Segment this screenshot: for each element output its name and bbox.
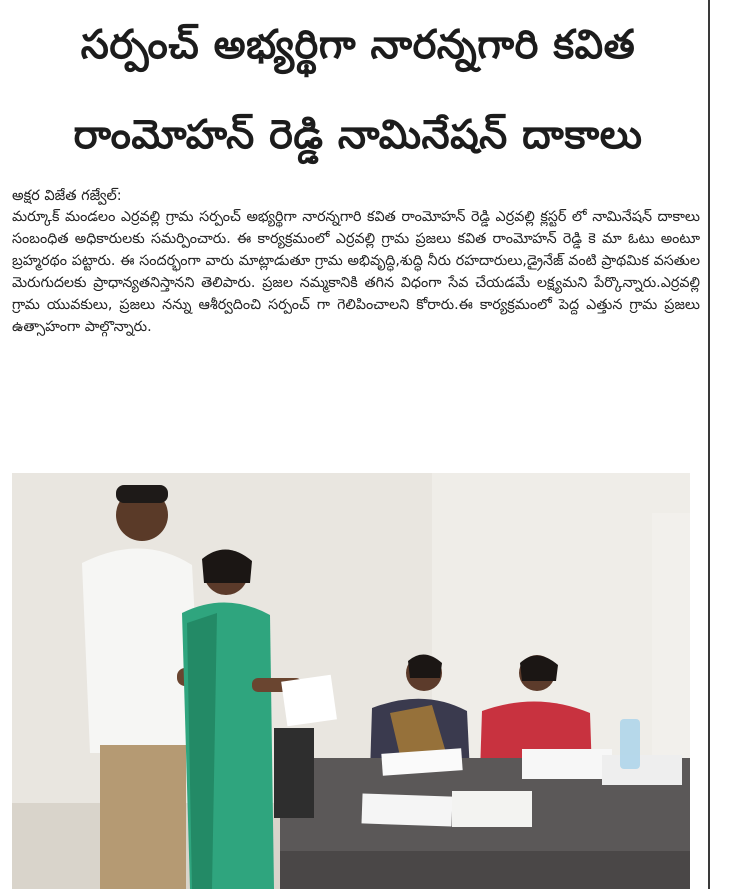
nomination-paper (281, 675, 337, 727)
headline-line-1: సర్పంచ్ అభ్యర్థిగా నారన్నగారి కవిత (80, 22, 636, 68)
photo-door (652, 513, 690, 773)
news-photo (12, 473, 690, 889)
chair (274, 728, 314, 818)
byline: అక్షర విజేత గజ్వేల్: (12, 188, 122, 204)
column-rule (708, 0, 710, 889)
nomination-photo-illustration (12, 473, 690, 889)
article-body: మర్కూక్ మండలం ఎర్రవల్లి గ్రామ సర్పంచ్ అభ్యర్థిగా నారన్నగారి కవిత రాంమోహన్ రెడ్డి ఎర్రవల్లి క్లస్టర్ లో నామినేషన్ దాకాలు సంబంధిత అధికారులకు సమర్పించారు. ఈ కార్యక్రమంలో ఎర్రవల్లి గ్రామ ప్రజలు కవిత రాంమోహన్ రెడ్డి కె మా ఓటు అంటూ బ్రహ్మరథం పట్టారు. ఈ సందర్భంగా వారు మాట్లాడుతూ గ్రామ అభివృద్ధి,శుద్ధి నీరు రహదారులు,డ్రైనేజ్ వంటి ప్రాథమిక వసతుల మెరుగుదలకు ప్రాధాన్యతనిస్తానని తెలిపారు. ప్రజల నమ్మకానికి తగిన విధంగా సేవ చేయడమే లక్ష్యమని పేర్కొన్నారు.ఎర్రవల్లి గ్రామ యువకులు, ప్రజలు నన్ను ఆశీర్వదించి సర్పంచ్ గా గెలిపించాలని కోరారు.ఈ కార్యక్రమంలో పెద్ద ఎత్తున గ్రామ ప్రజలు ఉత్సాహంగా పాల్గొన్నారు. (12, 209, 700, 335)
headline-line-2: రాంమోహన్ రెడ్డి నామినేషన్ దాకాలు (73, 112, 643, 158)
